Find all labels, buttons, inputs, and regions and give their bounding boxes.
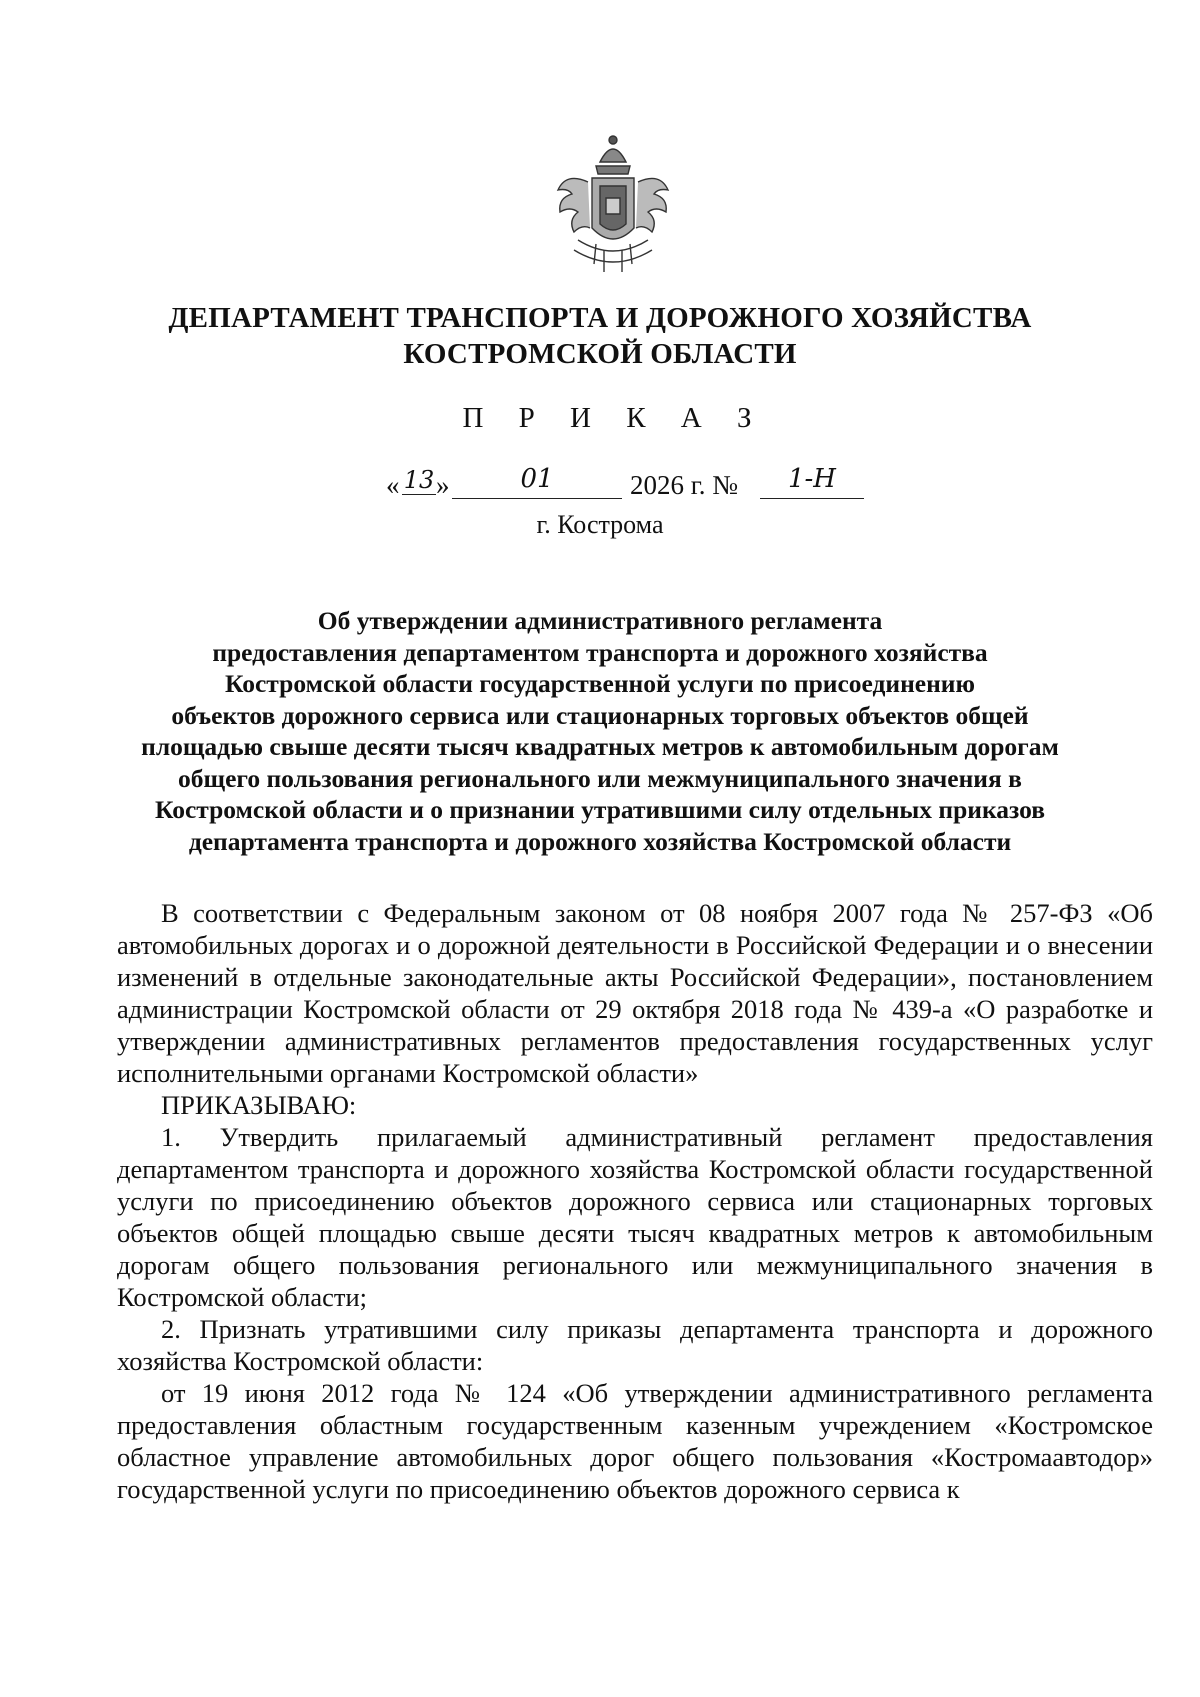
order-body — [117, 897, 1153, 1505]
title-line: департамента транспорта и дорожного хозяйства Костромской области — [188, 826, 1012, 856]
city-name: г. Кострома — [536, 510, 664, 539]
title-line: Костромской области и о признании утратившими силу отдельных приказов — [154, 795, 1046, 824]
title-line: предоставления департаментом транспорта и дорожного хозяйства — [212, 637, 988, 667]
date-month: 01 — [452, 464, 622, 499]
title-line: объектов дорожного сервиса или стационарных торговых объектов общей — [171, 700, 1029, 730]
order-title — [0, 605, 1200, 857]
department-name-line-1: ДЕПАРТАМЕНТ ТРАНСПОРТА И ДОРОЖНОГО ХОЗЯЙСТВА — [168, 302, 1032, 334]
department-name-line-2: КОСТРОМСКОЙ ОБЛАСТИ — [403, 338, 797, 370]
clause-2-paragraph: 2. Признать утратившими силу приказы департамента транспорта и дорожного хозяйства Костромской области: — [117, 1314, 1153, 1376]
clause-1-paragraph: 1. Утвердить прилагаемый административный регламент предоставления департаментом транспорта и дорожного хозяйства Костромской области государственной услуги по присоединению объектов дорожного сервиса или стационарных торговых объектов общей площадью свыше десяти тысяч квадратных метров к автомобильным дорогам общего пользования регионального или межмуниципального значения в Костромской области; — [117, 1122, 1153, 1312]
department-name — [0, 300, 1200, 372]
date-close-quote: » — [436, 470, 450, 500]
repealed-order-paragraph: от 19 июня 2012 года № 124 «Об утверждении административного регламента предоставления областным государственным казенным учреждением «Костромское областное управление автомобильных дорог общего пользования «Костромаавтодор» государственной услуги по присоединению объектов дорожного сервиса к — [117, 1378, 1153, 1504]
coat-of-arms-emblem — [548, 132, 678, 280]
preamble-paragraph: В соответствии с Федеральным законом от 08 ноября 2007 года № 257-ФЗ «Об автомобильных дорогах и о дорожной деятельности в Российской Федерации и о внесении изменений в отдельные законодательные акты Российской Федерации», постановлением администрации Костромской области от 29 октября 2018 года № 439-а «О разработке и утверждении административных регламентов предоставления государственных услуг исполнительными органами Костромской области» — [117, 898, 1153, 1088]
title-line: общего пользования регионального или межмуниципального значения в — [178, 763, 1022, 793]
document-type-heading: П Р И К А З — [462, 402, 766, 434]
title-line: площадью свыше десяти тысяч квадратных метров к автомобильным дорогам — [141, 732, 1059, 761]
date-day: 13 — [403, 466, 435, 494]
title-line: Костромской области государственной услуги по присоединению — [225, 669, 975, 698]
date-number-line — [0, 464, 1200, 510]
title-line: Об утверждении административного регламента — [317, 606, 883, 635]
date-open-quote: « — [386, 470, 400, 500]
order-directive: ПРИКАЗЫВАЮ: — [161, 1090, 357, 1120]
date-year-and-number-label: 2026 г. № — [630, 470, 739, 500]
order-number: 1-Н — [760, 464, 864, 499]
